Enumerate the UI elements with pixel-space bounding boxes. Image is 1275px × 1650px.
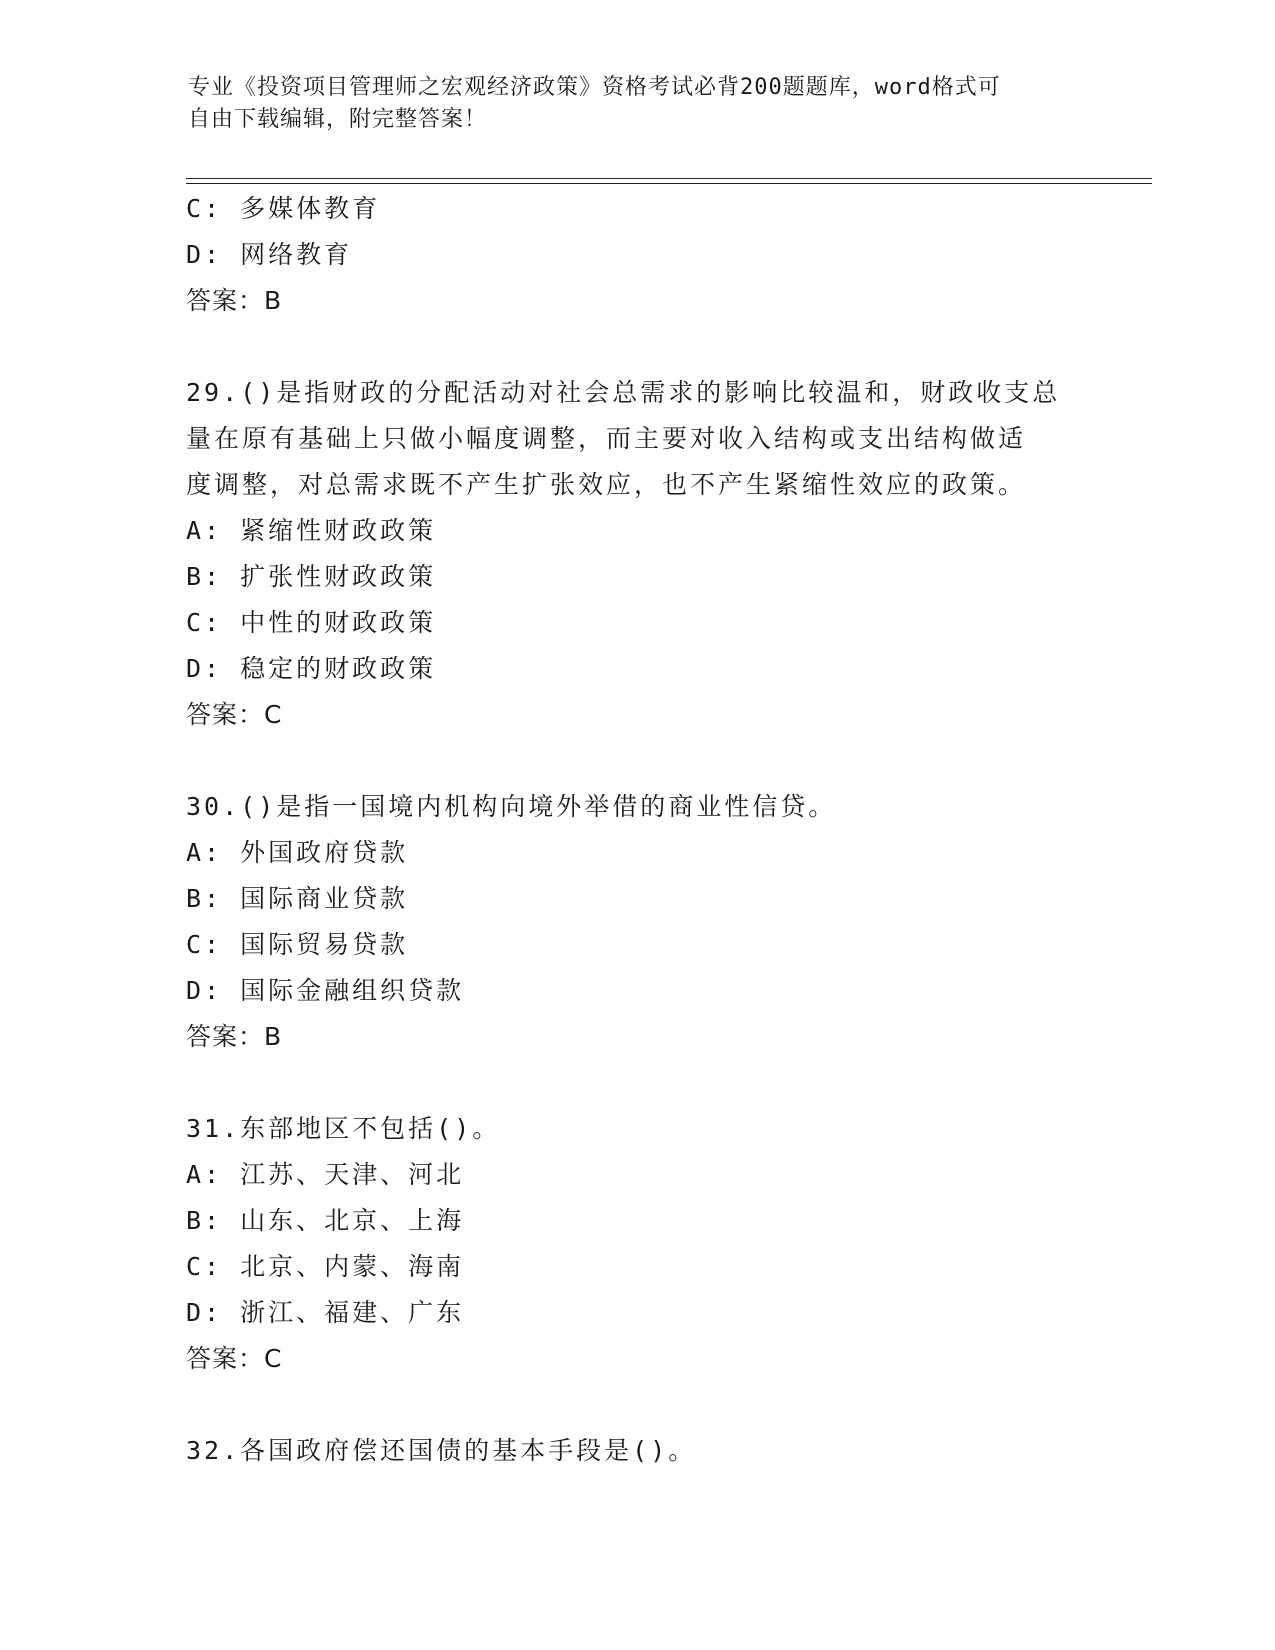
question-stem-line: 29.()是指财政的分配活动对社会总需求的影响比较温和，财政收支总 — [186, 378, 1061, 407]
question-stem-line: 度调整，对总需求既不产生扩张效应，也不产生紧缩性效应的政策。 — [186, 470, 1027, 499]
answer: 答案：B — [186, 286, 283, 315]
spacer — [186, 1060, 1086, 1106]
spacer — [186, 1382, 1086, 1428]
option-d: D: 浙江、福建、广东 — [186, 1298, 465, 1327]
option-c: C: 多媒体教育 — [186, 194, 381, 223]
header-line-1: 专业《投资项目管理师之宏观经济政策》资格考试必背200题题库，word格式可 — [188, 75, 1001, 100]
question-31 — [186, 1106, 1086, 1382]
option-b: B: 国际商业贷款 — [186, 884, 409, 913]
option-d: D: 国际金融组织贷款 — [186, 976, 465, 1005]
question-29 — [186, 370, 1086, 738]
option-a: A: 江苏、天津、河北 — [186, 1160, 465, 1189]
spacer — [186, 738, 1086, 784]
question-stem: 32.各国政府偿还国债的基本手段是()。 — [186, 1436, 697, 1465]
option-d: D: 稳定的财政政策 — [186, 654, 437, 683]
option-a: A: 紧缩性财政政策 — [186, 516, 437, 545]
question-28-tail — [186, 186, 1086, 324]
question-stem: 31.东部地区不包括()。 — [186, 1114, 501, 1143]
question-30 — [186, 784, 1086, 1060]
question-32 — [186, 1428, 1086, 1474]
question-stem-line: 量在原有基础上只做小幅度调整，而主要对收入结构或支出结构做适 — [186, 424, 1027, 453]
spacer — [186, 324, 1086, 370]
option-c: C: 中性的财政政策 — [186, 608, 437, 637]
answer: 答案：B — [186, 1022, 283, 1051]
option-c: C: 北京、内蒙、海南 — [186, 1252, 465, 1281]
question-list — [186, 186, 1086, 1474]
option-b: B: 扩张性财政政策 — [186, 562, 437, 591]
option-b: B: 山东、北京、上海 — [186, 1206, 465, 1235]
document-header — [188, 72, 1088, 136]
option-c: C: 国际贸易贷款 — [186, 930, 409, 959]
answer: 答案：C — [186, 700, 283, 729]
answer: 答案：C — [186, 1344, 283, 1373]
option-a: A: 外国政府贷款 — [186, 838, 409, 867]
header-line-2: 自由下载编辑，附完整答案！ — [188, 107, 488, 132]
question-stem: 30.()是指一国境内机构向境外举借的商业性信贷。 — [186, 792, 837, 821]
header-divider-bottom — [186, 183, 1152, 184]
option-d: D: 网络教育 — [186, 240, 353, 269]
header-divider-top — [186, 178, 1152, 179]
